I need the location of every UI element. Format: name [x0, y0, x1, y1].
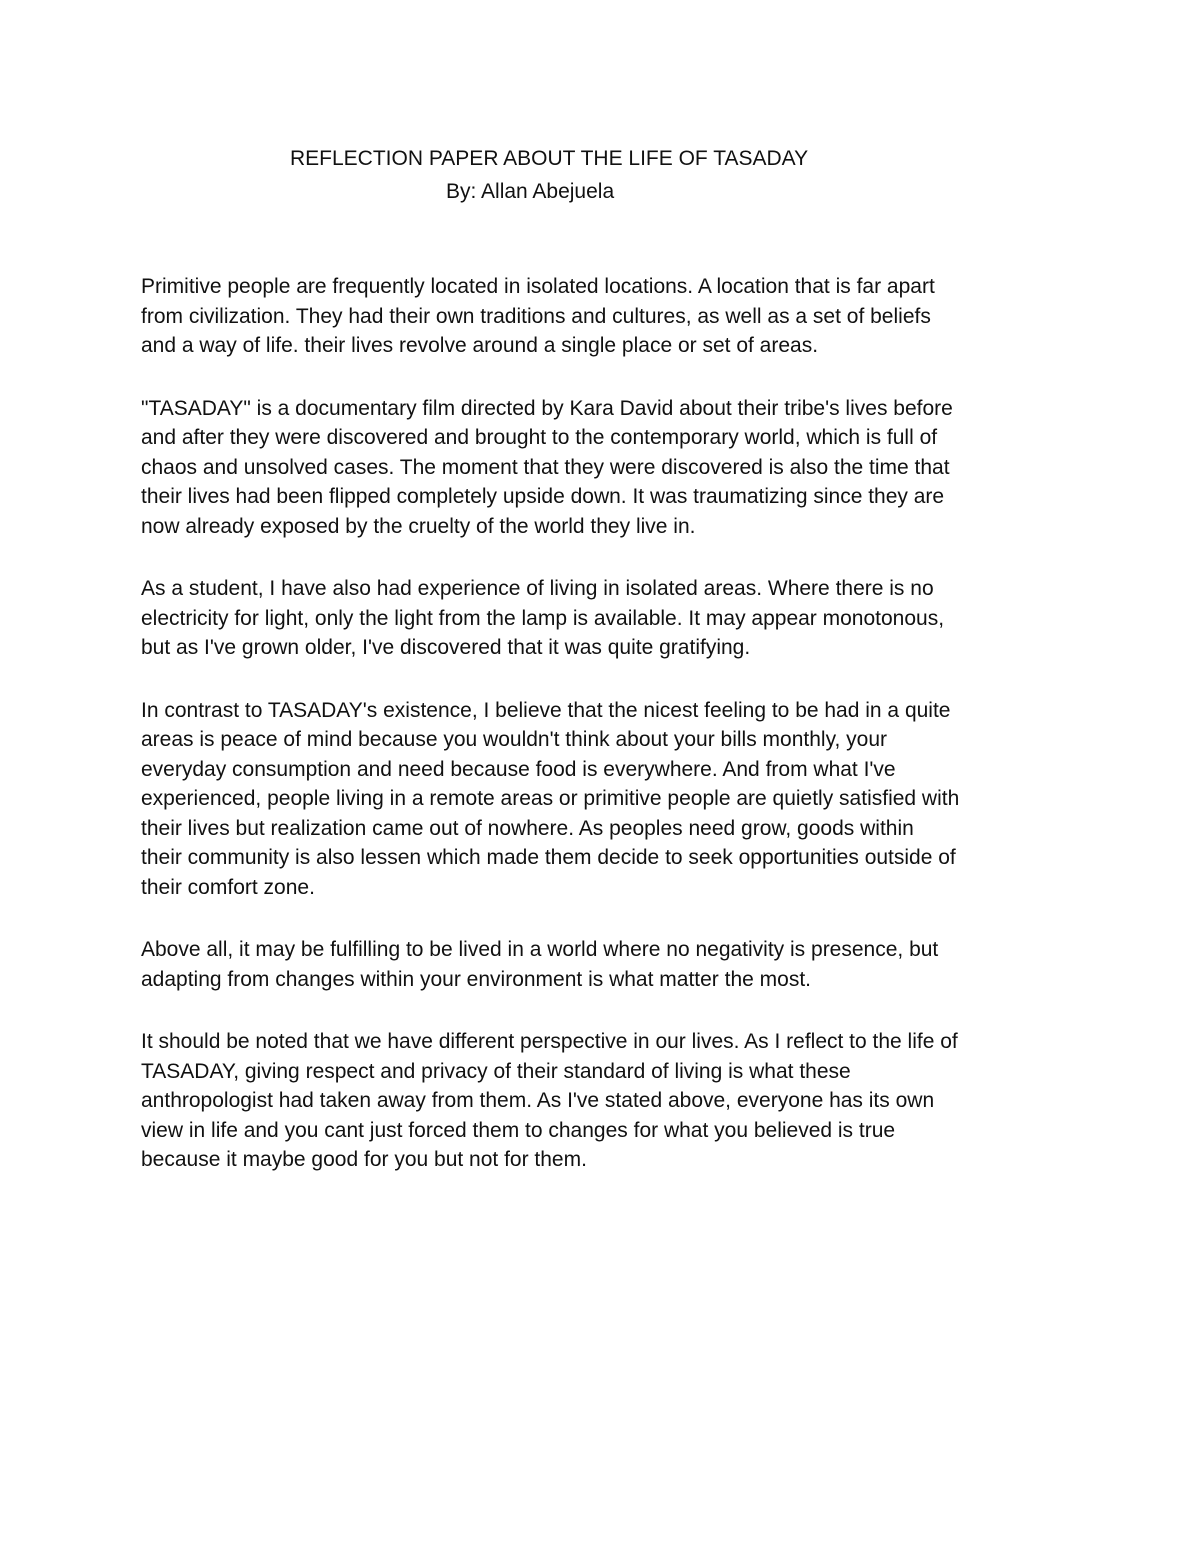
- text-line: areas is peace of mind because you wouldn't think about your bills monthly, your: [141, 728, 888, 751]
- text-line: In contrast to TASADAY's existence, I believe that the nicest feeling to be had in a quite: [141, 698, 951, 722]
- text-line: and after they were discovered and brought to the contemporary world, which is full of: [141, 426, 938, 449]
- text-line: TASADAY, giving respect and privacy of their standard of living is what these: [141, 1059, 851, 1083]
- text-line: now already exposed by the cruelty of the world they live in.: [141, 514, 696, 538]
- text-line: "TASADAY" is a documentary film directed by Kara David about their tribe's lives before: [141, 396, 953, 420]
- author-byline: By: Allan Abejuela: [446, 180, 615, 203]
- paragraph-5: [141, 935, 1081, 994]
- text-line: As a student, I have also had experience of living in isolated areas. Where there is no: [141, 577, 934, 600]
- text-line: their lives but realization came out of nowhere. As peoples need grow, goods within: [141, 816, 914, 840]
- text-line: Above all, it may be fulfilling to be lived in a world where no negativity is presence, but: [141, 938, 939, 961]
- text-line: their comfort zone.: [141, 875, 315, 899]
- text-line: everyday consumption and need because food is everywhere. And from what I've: [141, 757, 896, 781]
- text-line: from civilization. They had their own traditions and cultures, as well as a set of beliefs: [141, 304, 931, 328]
- paragraph-1: [141, 272, 1081, 361]
- text-line: adapting from changes within your environment is what matter the most.: [141, 967, 811, 991]
- text-line: their lives had been flipped completely upside down. It was traumatizing since they are: [141, 485, 945, 508]
- text-line: and a way of life. their lives revolve around a single place or set of areas.: [141, 334, 819, 357]
- text-line: electricity for light, only the light from the lamp is available. It may appear monotonous,: [141, 606, 945, 630]
- text-line: their community is also lessen which made them decide to seek opportunities outside of: [141, 846, 956, 869]
- text-line: view in life and you cant just forced them to changes for what you believed is true: [141, 1118, 896, 1142]
- text-line: It should be noted that we have different perspective in our lives. As I reflect to the life of: [141, 1030, 958, 1053]
- text-line: experienced, people living in a remote areas or primitive people are quietly satisfied with: [141, 787, 960, 810]
- document-title: REFLECTION PAPER ABOUT THE LIFE OF TASADAY: [290, 147, 809, 170]
- text-line: anthropologist had taken away from them. As I've stated above, everyone has its own: [141, 1089, 935, 1112]
- text-line: chaos and unsolved cases. The moment that they were discovered is also the time that: [141, 455, 950, 479]
- paragraph-2: [141, 394, 1081, 542]
- text-line: but as I've grown older, I've discovered that it was quite gratifying.: [141, 636, 751, 659]
- text-line: Primitive people are frequently located in isolated locations. A location that is far apart: [141, 275, 935, 298]
- document-body: [141, 272, 1081, 1208]
- paragraph-4: [141, 696, 1081, 903]
- paragraph-3: [141, 574, 1081, 663]
- paragraph-6: [141, 1027, 1081, 1175]
- text-line: because it maybe good for you but not for them.: [141, 1148, 587, 1171]
